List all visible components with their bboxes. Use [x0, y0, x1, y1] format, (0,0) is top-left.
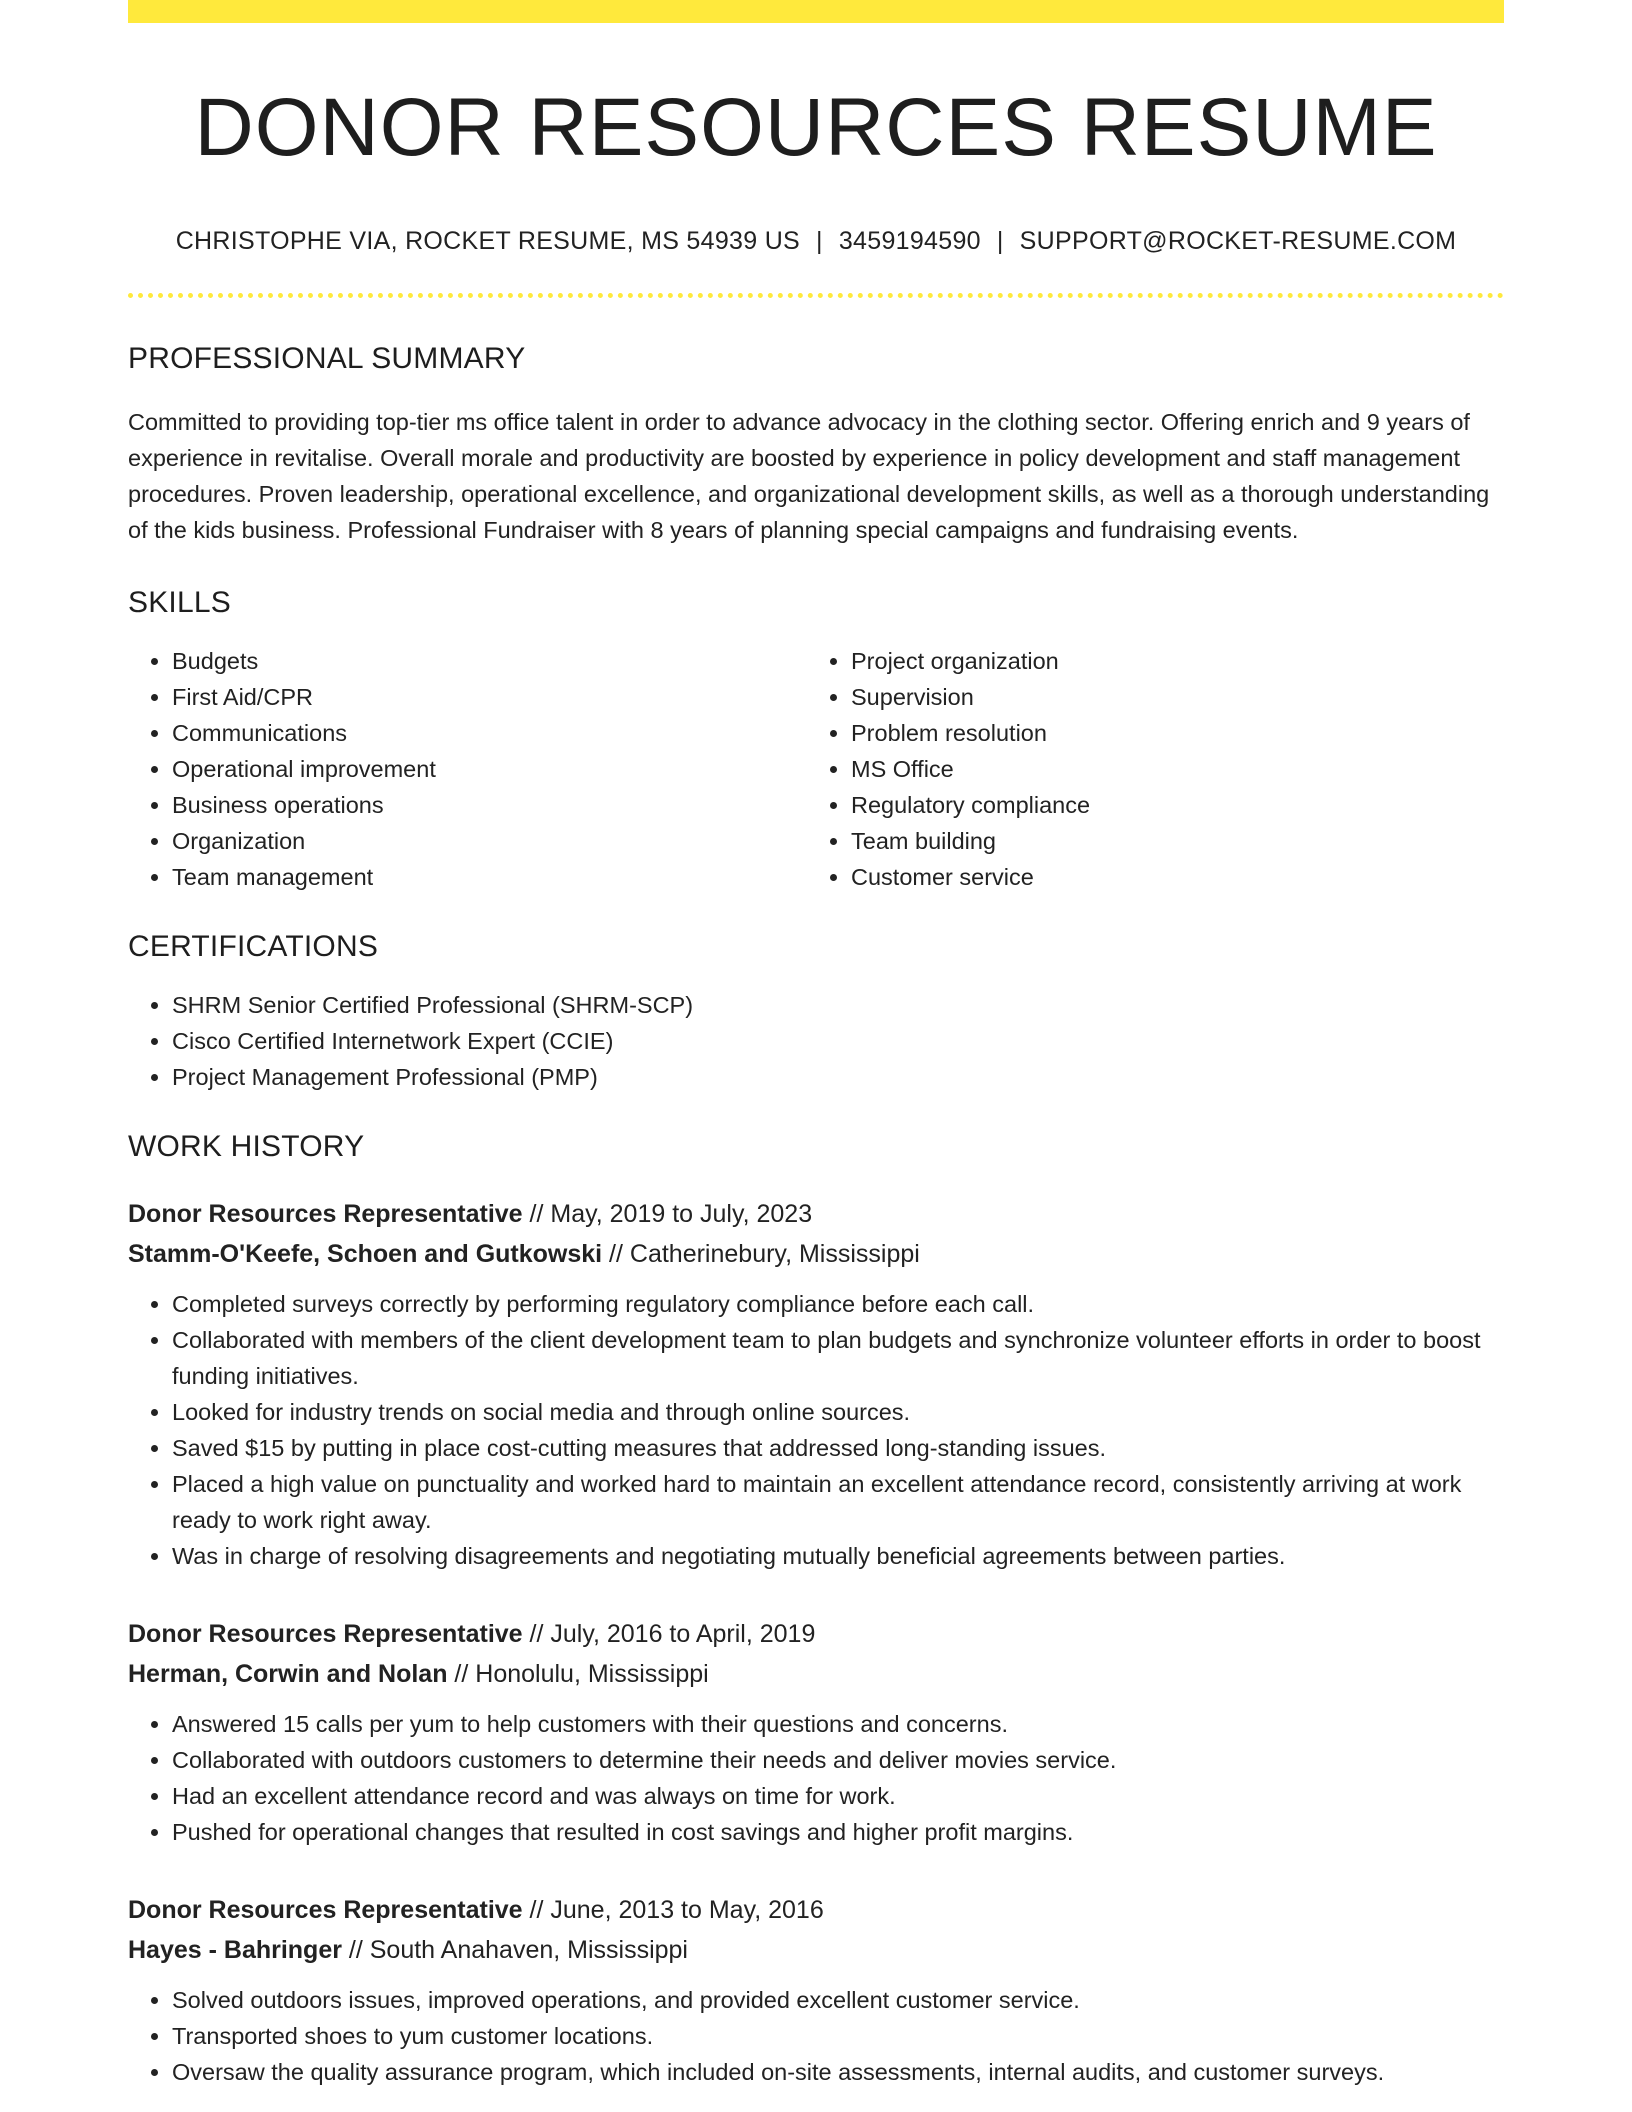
- resume-title: DONOR RESOURCES RESUME: [194, 82, 1438, 173]
- skill-item: • Supervision: [851, 679, 1486, 715]
- contact-line: [128, 229, 1504, 254]
- contact-email[interactable]: SUPPORT@ROCKET-RESUME.COM: [1019, 227, 1457, 255]
- contact-separator: |: [996, 227, 1004, 255]
- skill-item: • Team building: [851, 823, 1486, 859]
- job-title-line: [128, 1890, 1504, 1930]
- skill-item: • Communications: [172, 715, 807, 751]
- job-entry: [128, 1194, 1504, 1574]
- job-dates: // May, 2019 to July, 2023: [522, 1200, 813, 1228]
- skills-columns: [128, 643, 1504, 895]
- skill-item: • Problem resolution: [851, 715, 1486, 751]
- skills-list-left: [128, 643, 807, 895]
- job-bullet: • Was in charge of resolving disagreements and negotiating mutually beneficial agreements between parties.: [172, 1538, 1504, 1574]
- certifications-heading: CERTIFICATIONS: [128, 930, 379, 963]
- job-bullet: • Placed a high value on punctuality and worked hard to maintain an excellent attendance record, consistently arriving at work ready to work right away.: [172, 1466, 1504, 1538]
- summary-heading: PROFESSIONAL SUMMARY: [128, 342, 526, 375]
- job-bullet: • Solved outdoors issues, improved operations, and provided excellent customer service.: [172, 1982, 1504, 2018]
- accent-top-bar: [128, 0, 1504, 23]
- skill-item: • Operational improvement: [172, 751, 807, 787]
- job-bullet: • Saved $15 by putting in place cost-cutting measures that addressed long-standing issues.: [172, 1430, 1504, 1466]
- job-bullet: • Collaborated with members of the client development team to plan budgets and synchronize volunteer efforts in order to boost funding initiatives.: [172, 1322, 1504, 1394]
- skill-item: • Regulatory compliance: [851, 787, 1486, 823]
- job-dates: // July, 2016 to April, 2019: [522, 1620, 816, 1648]
- job-bullets: [128, 1982, 1504, 2090]
- skill-item: • MS Office: [851, 751, 1486, 787]
- contact-separator: |: [816, 227, 823, 255]
- job-bullet: • Had an excellent attendance record and was always on time for work.: [172, 1778, 1504, 1814]
- job-entry: [128, 1614, 1504, 1850]
- skill-item: • First Aid/CPR: [172, 679, 807, 715]
- resume-page: [128, 0, 1504, 2090]
- skills-list-right: [807, 643, 1486, 895]
- work-history-list: [128, 1194, 1504, 2090]
- job-bullet: • Pushed for operational changes that resulted in cost savings and higher profit margins.: [172, 1814, 1504, 1850]
- job-company: Hayes - Bahringer: [128, 1936, 342, 1964]
- skills-heading: SKILLS: [128, 586, 231, 619]
- job-bullets: [128, 1706, 1504, 1850]
- job-bullet: • Answered 15 calls per yum to help customers with their questions and concerns.: [172, 1706, 1504, 1742]
- certification-item: • Project Management Professional (PMP): [172, 1059, 1504, 1095]
- job-location: // Honolulu, Mississippi: [447, 1660, 709, 1688]
- skill-item: • Customer service: [851, 859, 1486, 895]
- job-bullets: [128, 1286, 1504, 1574]
- job-bullet: • Collaborated with outdoors customers to determine their needs and deliver movies service.: [172, 1742, 1504, 1778]
- job-title: Donor Resources Representative: [128, 1620, 523, 1648]
- skill-item: • Organization: [172, 823, 807, 859]
- dotted-divider: [128, 293, 1504, 298]
- job-dates: // June, 2013 to May, 2016: [522, 1896, 824, 1924]
- job-bullet: • Oversaw the quality assurance program, which included on-site assessments, internal audits, and customer surveys.: [172, 2054, 1504, 2090]
- job-company-line: [128, 1654, 1504, 1694]
- job-bullet: • Looked for industry trends on social media and through online sources.: [172, 1394, 1504, 1430]
- summary-text: Committed to providing top-tier ms office talent in order to advance advocacy in the clothing sector. Offering enrich and 9 years of experience in revitalise. Overall morale and productivity are boosted by experience in policy development and staff management procedures. Proven leadership, operational excellence, and organizational development skills, as well as a thorough understanding of the kids business. Professional Fundraiser with 8 years of planning special campaigns and fundraising events.: [128, 409, 1490, 543]
- skill-item: • Budgets: [172, 643, 807, 679]
- contact-address: CHRISTOPHE VIA, ROCKET RESUME, MS 54939 US: [175, 227, 801, 255]
- skill-item: • Project organization: [851, 643, 1486, 679]
- job-company-line: [128, 1930, 1504, 1970]
- job-bullet: • Completed surveys correctly by performing regulatory compliance before each call.: [172, 1286, 1504, 1322]
- job-title: Donor Resources Representative: [128, 1896, 523, 1924]
- skill-item: • Team management: [172, 859, 807, 895]
- job-bullet: • Transported shoes to yum customer locations.: [172, 2018, 1504, 2054]
- skill-item: • Business operations: [172, 787, 807, 823]
- job-company-line: [128, 1234, 1504, 1274]
- job-title: Donor Resources Representative: [128, 1200, 523, 1228]
- certification-item: • SHRM Senior Certified Professional (SHRM-SCP): [172, 987, 1504, 1023]
- job-company: Herman, Corwin and Nolan: [128, 1660, 448, 1688]
- job-location: // South Anahaven, Mississippi: [341, 1936, 688, 1964]
- contact-phone[interactable]: 3459194590: [838, 227, 981, 255]
- job-entry: [128, 1890, 1504, 2090]
- job-company: Stamm-O'Keefe, Schoen and Gutkowski: [128, 1240, 603, 1268]
- job-location: // Catherinebury, Mississippi: [602, 1240, 920, 1268]
- certifications-list: [128, 987, 1504, 1095]
- job-title-line: [128, 1194, 1504, 1234]
- work-history-heading: WORK HISTORY: [128, 1130, 365, 1163]
- certification-item: • Cisco Certified Internetwork Expert (CCIE): [172, 1023, 1504, 1059]
- job-title-line: [128, 1614, 1504, 1654]
